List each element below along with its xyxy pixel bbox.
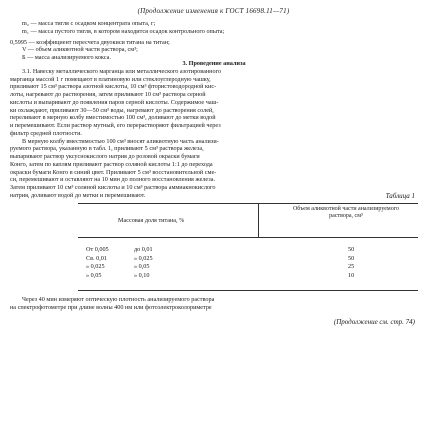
para-line: Затем приливают 10 см³ соляной кислоты и 10 см³ раствора аммиакнокислого — [10, 184, 216, 191]
cell-volume: 50 — [348, 246, 355, 253]
cell-from: » 0,05 — [86, 271, 102, 279]
after-table-text — [10, 296, 418, 312]
para-line: Через 40 мин измеряют оптическую плотность анализируемого раствора — [22, 296, 215, 303]
table-col1-header: Массовая доля титана, % — [118, 217, 185, 224]
para-line: си, перемешивают и оставляют на 10 мин до полного восстановления железа. — [10, 176, 215, 184]
cell-volume: 25 — [348, 263, 355, 270]
legend-line: m₂ — масса тигля с осадком концентрата опыта, г; — [22, 20, 156, 27]
continuation-note: (Продолжение см. стр. 74) — [333, 318, 415, 326]
legend-line: Б — масса анализируемого кокса. — [22, 54, 111, 61]
cell-from: » 0,025 — [86, 263, 105, 270]
cell-volume: 10 — [348, 271, 355, 279]
para-line: переливают в мерную колбу вместимостью 100 см³, доливают до метки водой — [10, 114, 216, 122]
cell-from: Св. 0,01 — [86, 254, 107, 262]
formula-legend — [10, 20, 418, 62]
para-line: лоты, нагревают до растворения, затем приливают 10 см³ раствора серной — [10, 91, 206, 98]
table-row — [78, 246, 418, 255]
legend-line: 0,5995 — коэффициент пересчета двуокиси титана на титан; — [10, 38, 170, 46]
cell-to: » 0,10 — [134, 271, 150, 279]
table-row — [78, 272, 418, 281]
table-label: Таблица 1 — [385, 192, 415, 200]
cell-to: » 0,05 — [134, 263, 150, 270]
cell-from: От 0,005 — [86, 246, 109, 253]
section-heading: 3. Проведение анализа — [182, 60, 246, 67]
legend-line: m₁ — масса пустого тигля, в котором находится осадок контрольного опыта; — [22, 27, 225, 35]
table-row — [78, 263, 418, 272]
table-bottom-rule — [78, 290, 418, 291]
para-line: 3.1. Навеску металлического марганца или металлического азотированного — [22, 67, 222, 75]
cell-volume: 50 — [348, 254, 355, 262]
para-line: Конго, затем по каплям приливают раствор соляной кислоты 1:1 до перехода — [10, 160, 213, 168]
cell-to: » 0,025 — [134, 254, 153, 262]
para-line: фильтр средней плотности. — [10, 129, 82, 137]
table-col2-header: Объем аликвотной части анализируемого раствора, см³ — [292, 206, 400, 220]
para-line: на спектрофотометре при длине волны 400 нм или фотоэлектроколориметре — [10, 303, 212, 311]
table-divider — [258, 204, 259, 237]
para-line: руемого раствора, указанную в табл. 1, приливают 5 см³ раствора железа, — [10, 145, 204, 153]
page-header: (Продолжение изменения к ГОСТ 16698.11—71) — [137, 7, 290, 15]
para-line: марганца массой 1 г помещают в платиновую или стеклоуглеродную чашку, — [10, 75, 211, 83]
table-row — [78, 255, 418, 264]
legend-line: V — объем аликвотной части раствора, см³; — [22, 46, 138, 54]
para-line: выпаривают раствор уксуснокислого натрия до розовой окраски бумаги — [10, 153, 200, 160]
para-line: ки охлаждают, приливают 30—50 см³ воды, нагревают до растворения солей, — [10, 106, 214, 114]
table-body — [78, 246, 418, 280]
cell-to: до 0,01 — [134, 246, 153, 253]
para-line: В мерную колбу вместимостью 100 см³ вносят аликвотную часть анализи- — [22, 137, 219, 145]
section-analysis — [10, 60, 418, 200]
para-line: приливают 15 см³ раствора азотной кислоты, 10 см³ фтористоводородной кис- — [10, 83, 217, 91]
table-header — [78, 203, 418, 238]
para-line: натрия, доливают водой до метки и перемешивают. — [10, 191, 146, 199]
para-line: окраски бумаги Конго в синий цвет. Приливают 5 см³ восстановительной сме- — [10, 168, 217, 176]
para-line: и перемешивают. Если раствор мутный, его перерастворяют фильтрацией через — [10, 122, 221, 129]
para-line: кислоты и выпаривают до появления паров серной кислоты. Содержимое чаш- — [10, 98, 219, 106]
